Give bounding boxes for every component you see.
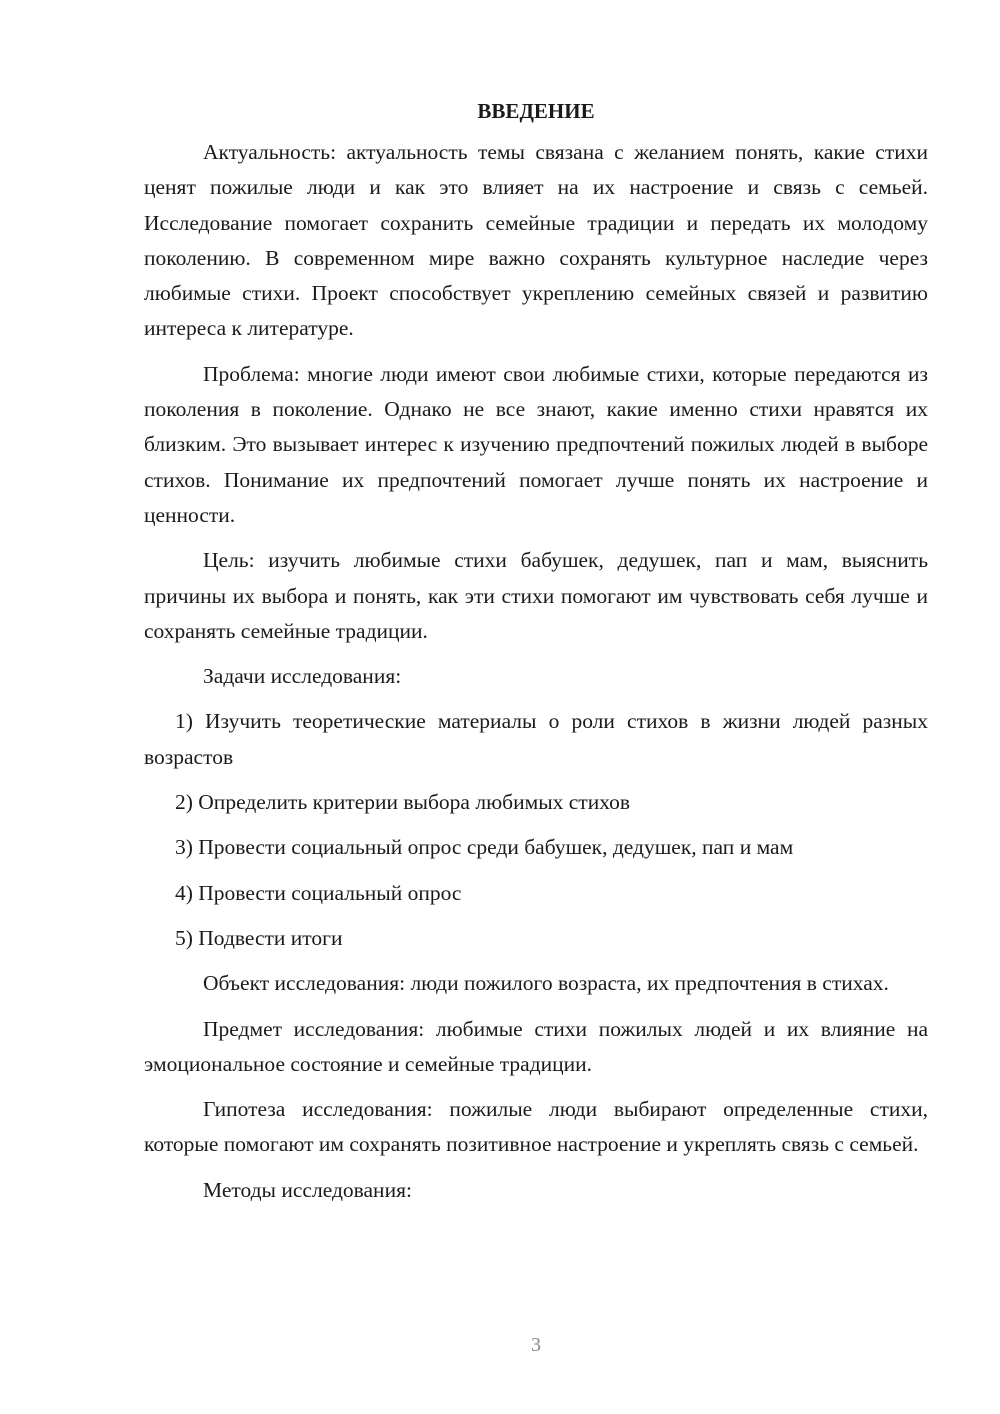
paragraph-object: Объект исследования: люди пожилого возраста, их предпочтения в стихах.	[203, 971, 889, 996]
task-item-3: 3) Провести социальный опрос среди бабушек, дедушек, пап и мам	[175, 835, 794, 860]
paragraph-goal: Цель: изучить любимые стихи бабушек, дедушек, пап и мам, выяснить причины их выбора и понять, как эти стихи помогают им чувствовать себя лучше и сохранять семейные традиции.	[144, 548, 928, 643]
task-item-1: 1) Изучить теоретические материалы о роли стихов в жизни людей разных возрастов	[144, 709, 928, 769]
paragraph-problem: Проблема: многие люди имеют свои любимые стихи, которые передаются из поколения в поколение. Однако не все знают, какие именно стихи нравятся их близким. Это вызывает интерес к изучению предпочтений пожилых людей в выборе стихов. Понимание их предпочтений помогает лучше понять их настроение и ценности.	[144, 361, 928, 527]
paragraph-hypothesis: Гипотеза исследования: пожилые люди выбирают определенные стихи, которые помогают им сохранять позитивное настроение и укреплять связь с семьей.	[144, 1097, 928, 1157]
task-item-2: 2) Определить критерии выбора любимых стихов	[175, 790, 631, 815]
tasks-heading: Задачи исследования:	[203, 664, 402, 689]
methods-heading: Методы исследования:	[203, 1177, 412, 1202]
task-item-4: 4) Провести социальный опрос	[175, 880, 462, 905]
paragraph-relevance: Актуальность: актуальность темы связана с желанием понять, какие стихи ценят пожилые люди и как это влияет на их настроение и связь с семьей. Исследование помогает сохранить семейные традиции и передать их молодому поколению. В современном мире важно сохранять культурное наследие через любимые стихи. Проект способствует укреплению семейных связей и развитию интереса к литературе.	[144, 140, 928, 341]
task-item-5: 5) Подвести итоги	[175, 925, 343, 950]
paragraph-subject: Предмет исследования: любимые стихи пожилых людей и их влияние на эмоциональное состояние и семейные традиции.	[144, 1016, 928, 1076]
page-title: ВВЕДЕНИЕ	[477, 99, 595, 123]
page-number: 3	[531, 1334, 541, 1356]
document-page	[144, 96, 928, 1218]
